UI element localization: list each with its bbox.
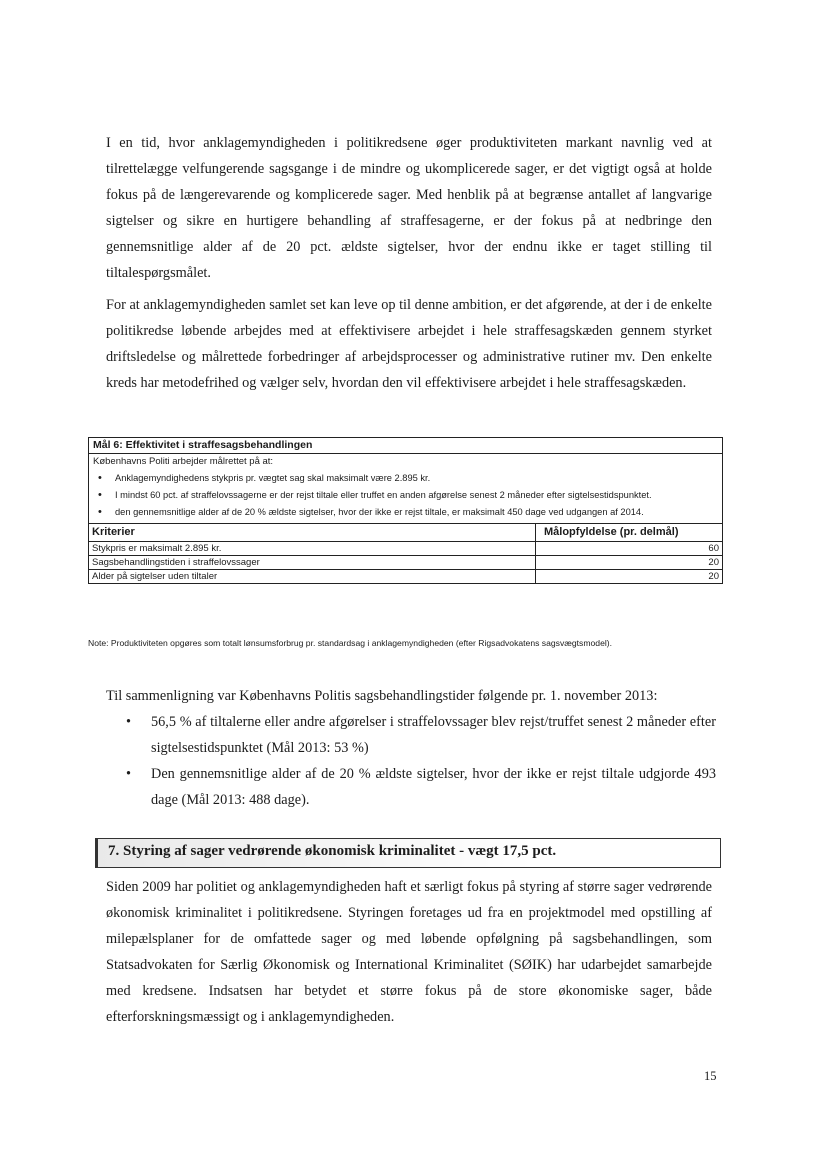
goal-box-title: Mål 6: Effektivitet i straffesagsbehandlingen xyxy=(89,438,722,454)
table-row xyxy=(89,556,722,570)
list-item: • 56,5 % af tiltalerne eller andre afgørelser i straffelovssager blev rejst/truffet senest 2 måneder efter sigtelsestidspunktet (Mål 2013: 53 %) xyxy=(126,709,716,761)
section-title: 7. Styring af sager vedrørende økonomisk kriminalitet - vægt 17,5 pct. xyxy=(108,843,557,859)
goal-box xyxy=(88,437,723,584)
goal-item: • den gennemsnitlige alder af de 20 % ældste sigtelser, hvor der ikke er rejst tiltale, er maksimalt 450 dage ved udgangen af 2014. xyxy=(115,504,716,521)
criteria-label: Alder på sigtelser uden tiltaler xyxy=(89,570,536,584)
criteria-table xyxy=(89,523,722,583)
criteria-label: Sagsbehandlingstiden i straffelovssager xyxy=(89,556,536,570)
page-number: 15 xyxy=(704,1069,717,1083)
criteria-score: 60 xyxy=(536,542,723,556)
criteria-label: Stykpris er maksimalt 2.895 kr. xyxy=(89,542,536,556)
goal-box-intro: Københavns Politi arbejder målrettet på at: xyxy=(93,456,274,467)
section-heading-box xyxy=(95,838,721,868)
table-note: Note: Produktiviteten opgøres som totalt lønsumsforbrug pr. standardsag i anklagemyndigheden (efter Rigsadvokatens sagsvægtsmodel). xyxy=(88,638,613,648)
criteria-header: Kriterier xyxy=(89,524,536,542)
criteria-score: 20 xyxy=(536,570,723,584)
table-row xyxy=(89,542,722,556)
goal-item: • Anklagemyndighedens stykpris pr. vægtet sag skal maksimalt være 2.895 kr. xyxy=(115,470,716,487)
list-item: • Den gennemsnitlige alder af de 20 % ældste sigtelser, hvor der ikke er rejst tiltale udgjorde 493 dage (Mål 2013: 488 dage). xyxy=(126,761,716,813)
table-row xyxy=(89,570,722,584)
intro-paragraph: I en tid, hvor anklagemyndigheden i politikredsene øger produktiviteten markant navnlig ved at tilrettelægge velfungerende sagsgange i de mindre og ukomplicerede sager, er det vigtigt også at holde fokus på de længerevarende og komplicerede sager. Med henblik på at begrænse antallet af langvarige sigtelser og sikre en hurtigere behandling af straffesagerne, er der fokus på at nedbringe den gennemsnitlige alder af de 20 pct. ældste sigtelser, hvor der endnu ikke er taget stilling til tiltalespørgsmålet. xyxy=(106,135,712,281)
comparison-paragraph: Til sammenligning var Københavns Politis sagsbehandlingstider følgende pr. 1. november 2013: xyxy=(106,688,658,704)
criteria-score: 20 xyxy=(536,556,723,570)
criteria-header-row xyxy=(89,524,722,542)
goal-list xyxy=(89,470,722,523)
goal-item: • I mindst 60 pct. af straffelovssagerne er der rejst tiltale eller truffet en anden afgørelse senest 2 måneder efter sigtelsestidspunktet. xyxy=(115,487,716,504)
score-header: Målopfyldelse (pr. delmål) xyxy=(536,524,723,542)
ambition-paragraph: For at anklagemyndigheden samlet set kan leve op til denne ambition, er det afgørende, at der i de enkelte politikredse løbende arbejdes med at effektivisere arbejdet i hele straffesagskæden gennem styrket driftsledelse og målrettede forbedringer af arbejdsprocesser og administrative rutiner mv. Den enkelte kreds har metodefrihed og vælger selv, hvordan den vil effektivisere arbejdet i hele straffesagskæden. xyxy=(106,297,712,391)
economic-crime-paragraph: Siden 2009 har politiet og anklagemyndigheden haft et særligt fokus på styring af større sager vedrørende økonomisk kriminalitet i politikredsene. Styringen foretages ud fra en projektmodel med opstilling af milepælsplaner for de omfattede sager og med løbende opfølgning på sagsbehandlingen, som Statsadvokaten for Særlig Økonomisk og International Kriminalitet (SØIK) har udarbejdet samarbejde med kredsene. Indsatsen har betydet et større fokus på de store økonomiske sager, både efterforskningsmæssigt og i anklagemyndigheden. xyxy=(106,879,712,1025)
comparison-list xyxy=(126,709,716,813)
